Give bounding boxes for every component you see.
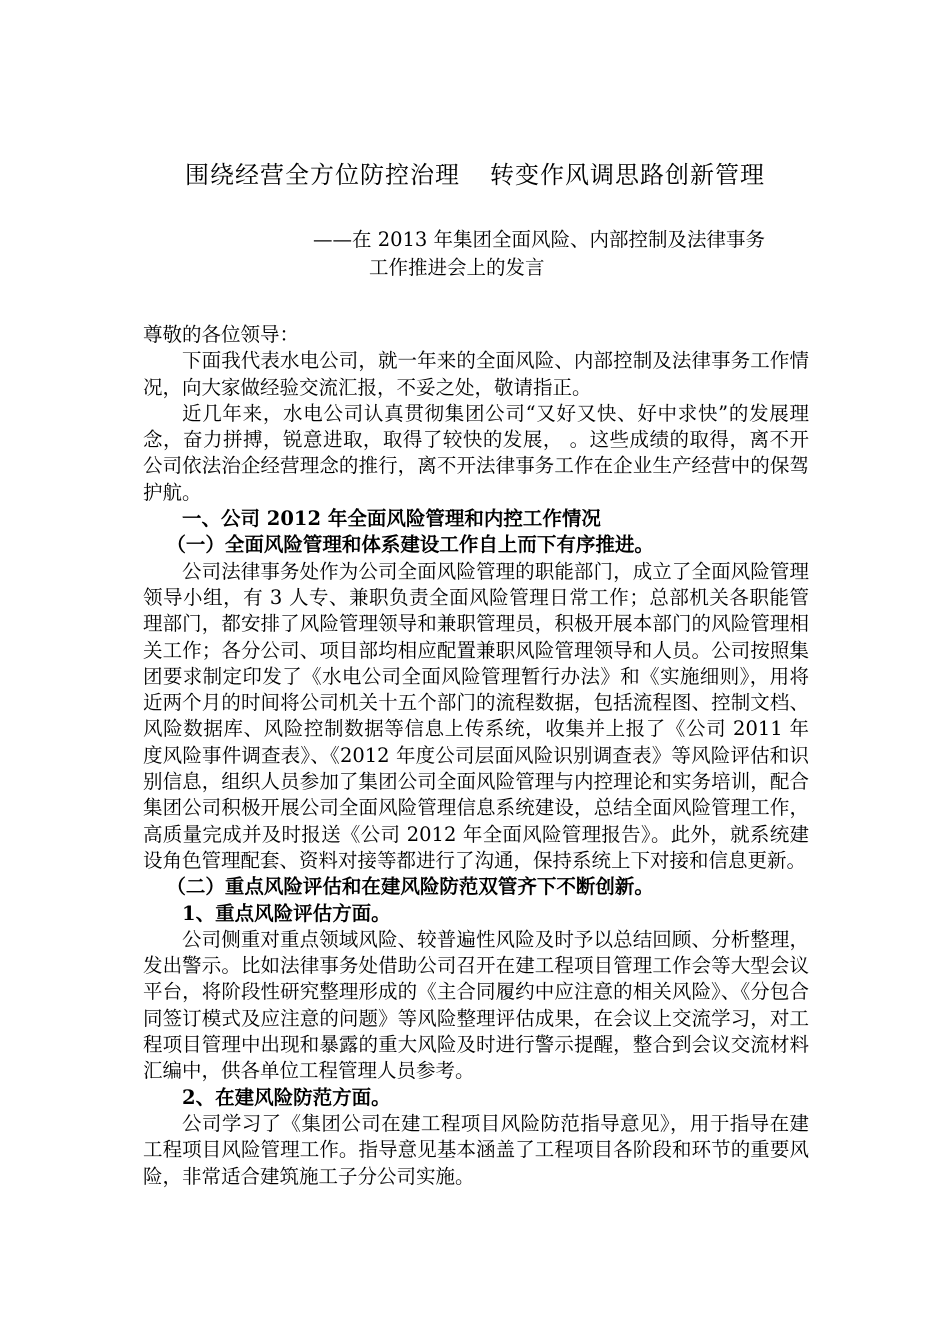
document-body [143,322,809,1190]
item-heading-1: 1、重点风险评估方面。 [182,901,391,925]
subtitle-line-1: ——在 2013 年集团全面风险、内部控制及法律事务 [313,228,766,251]
paragraph-background: 近几年来，水电公司认真贯彻集团公司“又好又快、好中求快”的发展理念，奋力拼搏，锐意进取，取得了较快的发展， 。这些成绩的取得，离不开公司依法治企经营理念的推行，离不开法律事务工作在企业生产经营中的保驾护航。 [143,401,809,504]
subsection-heading-1: （一）全面风险管理和体系建设工作自上而下有序推进。 [166,533,654,557]
document-subtitle [313,226,833,282]
section-heading-1: 一、公司 2012 年全面风险管理和内控工作情况 [182,507,601,531]
salutation: 尊敬的各位领导： [143,323,300,346]
item-heading-2: 2、在建风险防范方面。 [182,1085,391,1109]
title-part-2: 转变作风调思路创新管理 [490,161,765,189]
subtitle-line-2: 工作推进会上的发言 [369,256,545,279]
document-title [0,155,950,190]
title-part-1: 围绕经营全方位防控治理 [185,161,460,189]
paragraph-intro: 下面我代表水电公司，就一年来的全面风险、内部控制及法律事务工作情况，向大家做经验交流汇报，不妥之处，敬请指正。 [143,349,809,399]
paragraph-risk-management: 公司法律事务处作为公司全面风险管理的职能部门，成立了全面风险管理领导小组，有 3 人专、兼职负责全面风险管理日常工作；总部机关各职能管理部门，都安排了风险管理领导和兼职管理员，积极开展本部门的风险管理相关工作；各分公司、项目部均相应配置兼职风险管理领导和人员。公司按照集团要求制定印发了《水电公司全面风险管理暂行办法》和《实施细则》，用将近两个月的时间将公司机关十五个部门的流程数据，包括流程图、控制文档、风险数据库、风险控制数据等信息上传系统，收集并上报了《公司 2011 年度风险事件调查表》、《2012 年度公司层面风险识别调查表》等风险评估和识别信息，组织人员参加了集团公司全面风险管理与内控理论和实务培训，配合集团公司积极开展公司全面风险管理信息系统建设，总结全面风险管理工作，高质量完成并及时报送《公司 2012 年全面风险管理报告》。此外，就系统建设角色管理配套、资料对接等都进行了沟通，保持系统上下对接和信息更新。 [143,559,809,872]
paragraph-risk-assessment: 公司侧重对重点领域风险、较普遍性风险及时予以总结回顾、分析整理，发出警示。比如法律事务处借助公司召开在建工程项目管理工作会等大型会议平台，将阶段性研究整理形成的《主合同履约中应注意的相关风险》、《分包合同签订模式及应注意的问题》等风险整理评估成果，在会议上交流学习，对工程项目管理中出现和暴露的重大风险及时进行警示提醒，整合到会议交流材料汇编中，供各单位工程管理人员参考。 [143,927,809,1083]
paragraph-risk-prevention: 公司学习了《集团公司在建工程项目风险防范指导意见》，用于指导在建工程项目风险管理工作。指导意见基本涵盖了工程项目各阶段和环节的重要风险，非常适合建筑施工子分公司实施。 [143,1111,809,1188]
subsection-heading-2: （二）重点风险评估和在建风险防范双管齐下不断创新。 [166,875,654,899]
